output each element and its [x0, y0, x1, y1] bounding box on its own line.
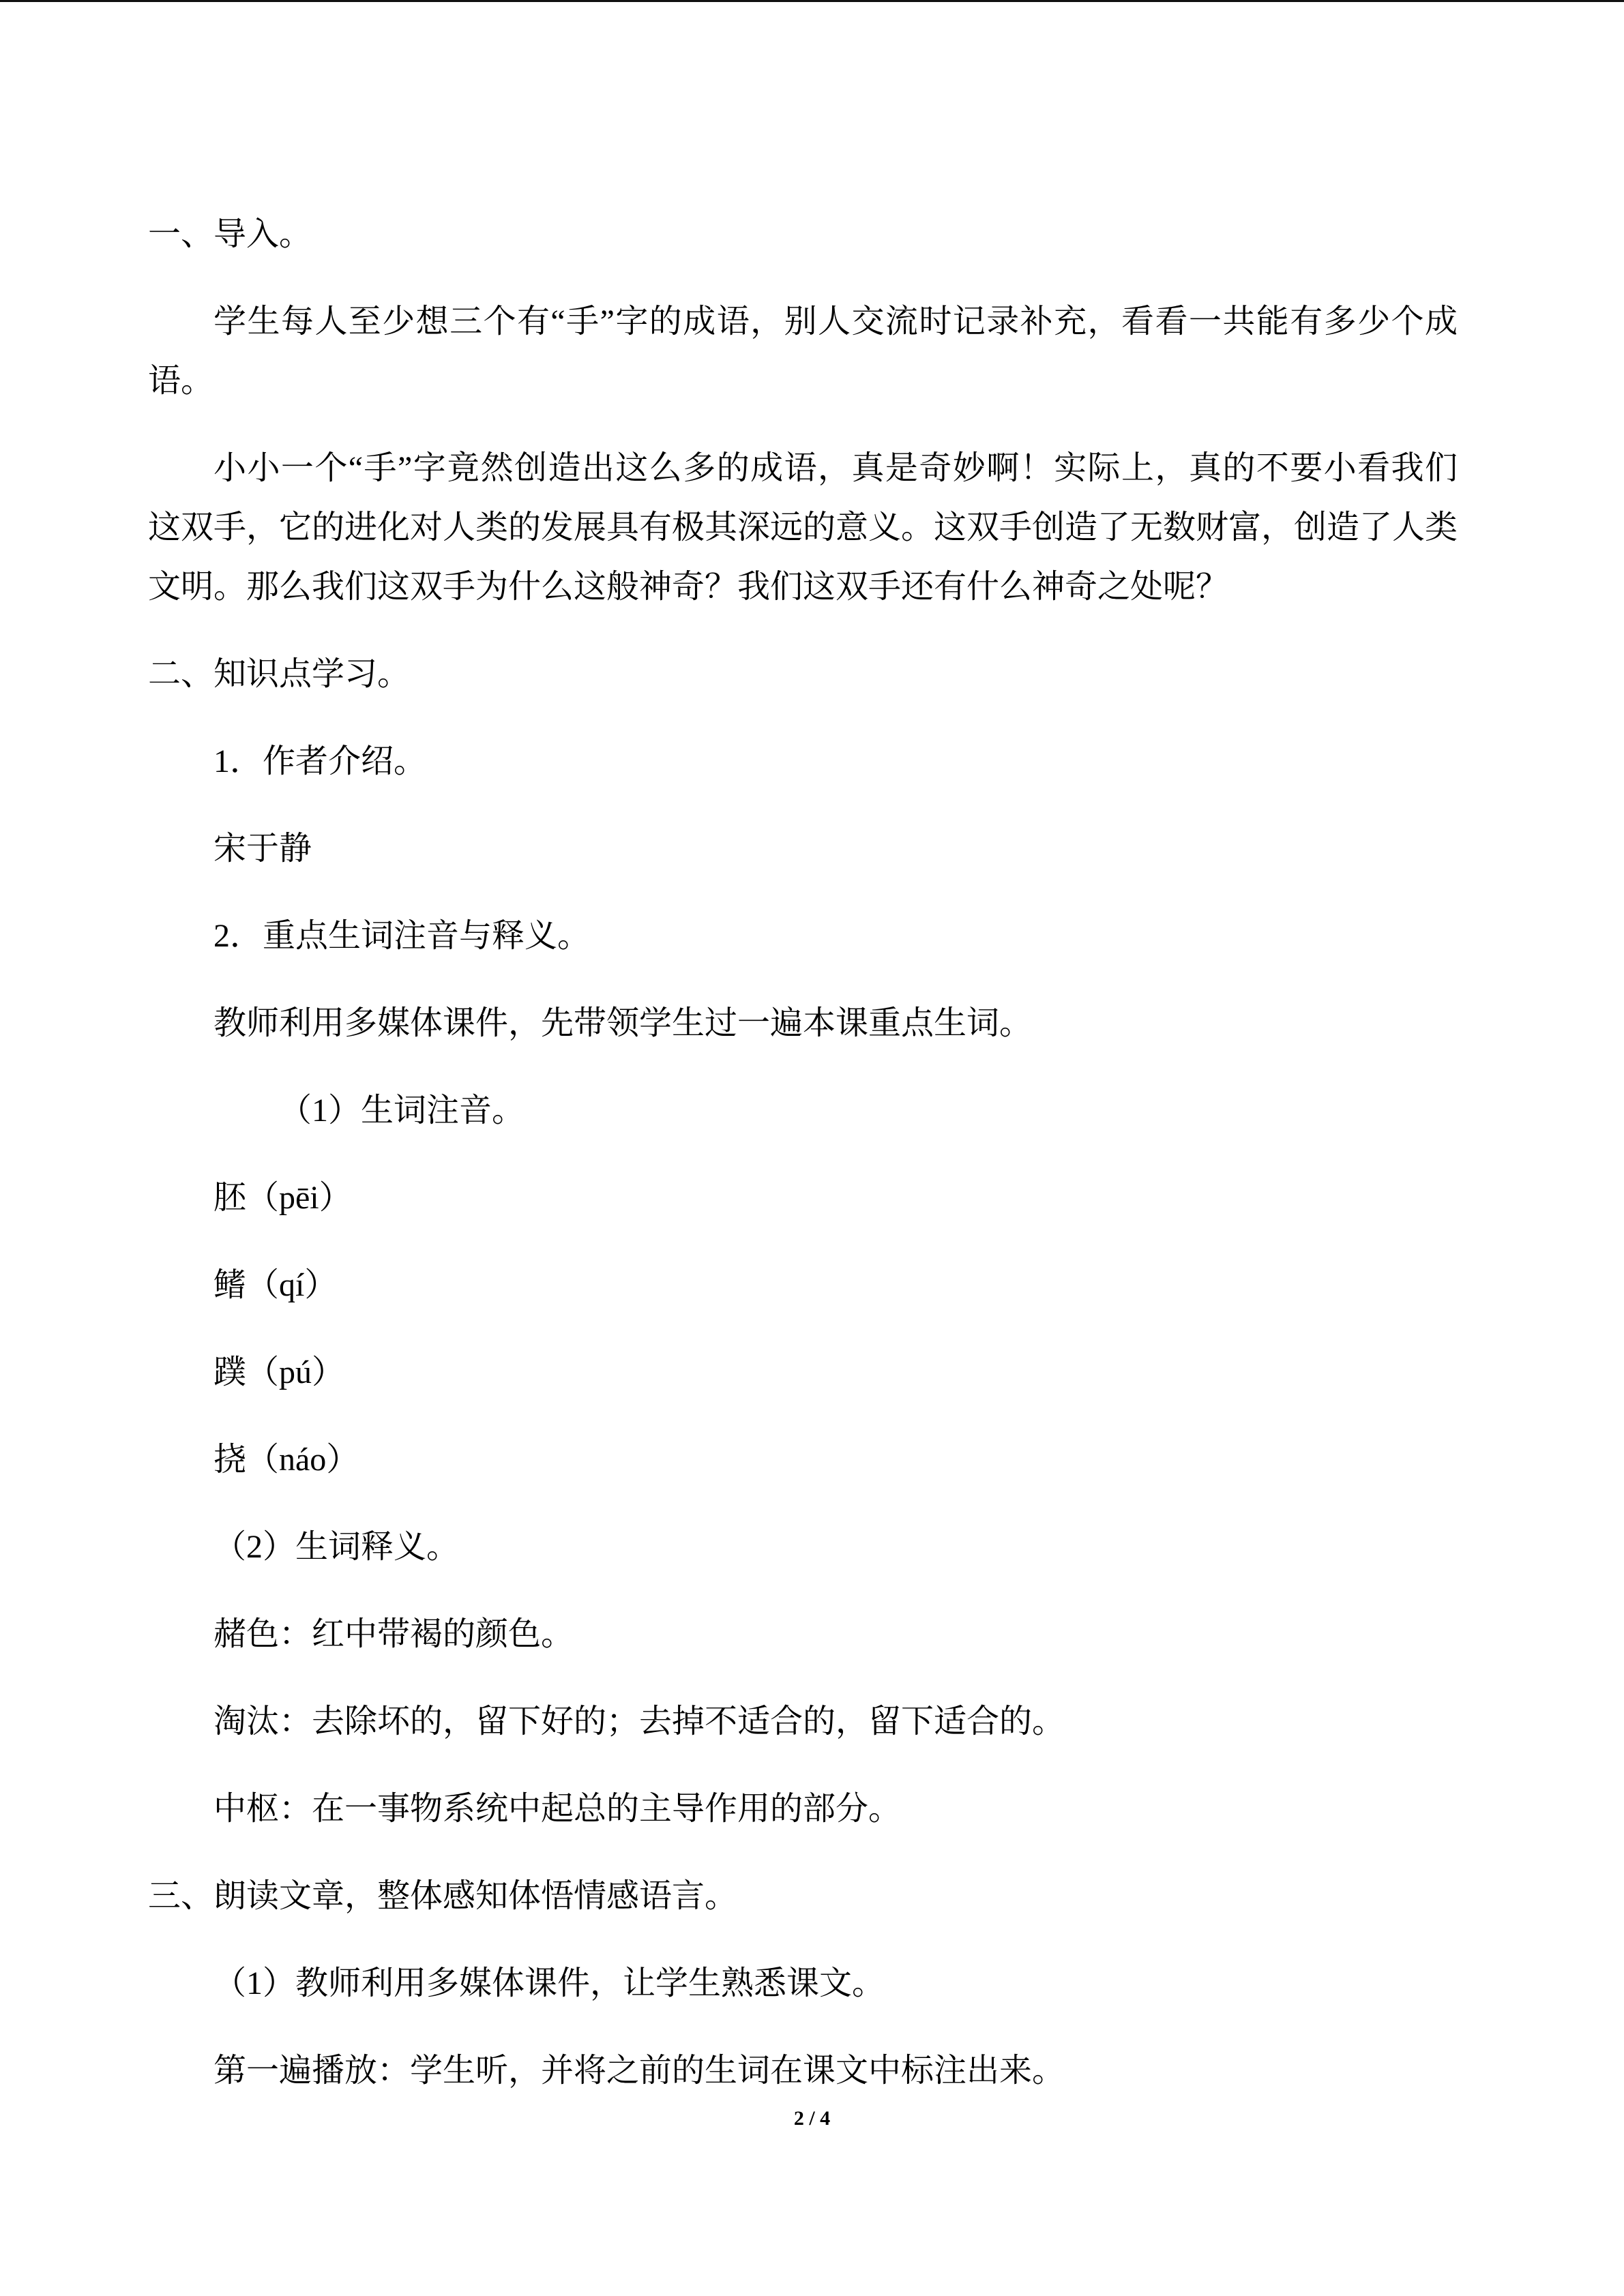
paragraph: [148, 994, 1458, 1053]
text-line: 小小一个“手”字竟然创造出这么多的成语，真是奇妙啊！实际上，真的不要小看我们: [213, 450, 1458, 486]
text-line: 第一遍播放：学生听，并将之前的生词在课文中标注出来。: [213, 2053, 1065, 2089]
text-line: 三、朗读文章，整体感知体悟情感语言。: [148, 1878, 738, 1914]
document-body: [148, 205, 1458, 2128]
text-line: 挠（náo）: [213, 1442, 359, 1478]
pronunciation-item: [148, 1343, 1458, 1402]
pronunciation-item: [148, 1430, 1458, 1489]
text-line: （1）生词注音。: [279, 1092, 525, 1129]
section-heading-knowledge: [148, 644, 1458, 704]
subheading-pronunciation: [148, 1081, 1458, 1140]
text-line: 1．作者介绍。: [213, 743, 427, 779]
text-line: 学生每人至少想三个有“手”字的成语，别人交流时记录补充，看看一共能有多少个成: [213, 303, 1458, 340]
text-line: 淘汰：去除坏的，留下好的；去掉不适合的，留下适合的。: [213, 1703, 1065, 1740]
section-heading-intro: [148, 205, 1458, 264]
text-line: 文明。那么我们这双手为什么这般神奇？我们这双手还有什么神奇之处呢？: [148, 569, 1229, 605]
section-heading-reading: [148, 1866, 1458, 1926]
pronunciation-item: [148, 1168, 1458, 1227]
definition-item: [148, 1692, 1458, 1751]
text-line: 教师利用多媒体课件，先带领学生过一遍本课重点生词。: [213, 1005, 1033, 1041]
paragraph: [148, 2041, 1458, 2100]
text-line: 中枢：在一事物系统中起总的主导作用的部分。: [213, 1791, 902, 1827]
text-line: （2）生词释义。: [213, 1529, 460, 1565]
text-line: 这双手，它的进化对人类的发展具有极其深远的意义。这双手创造了无数财富，创造了人类: [148, 509, 1458, 546]
paragraph: [148, 438, 1458, 616]
text-line: 赭色：红中带褐的颜色。: [213, 1616, 574, 1652]
text-line: 宋于静: [213, 831, 312, 867]
author-name: [148, 819, 1458, 878]
page-top-border: [0, 0, 1624, 2]
text-line: 二、知识点学习。: [148, 656, 411, 692]
paragraph: [148, 292, 1458, 411]
text-line: 鳍（qí）: [213, 1267, 338, 1303]
text-line: （1）教师利用多媒体课件，让学生熟悉课文。: [213, 1965, 885, 2001]
definition-item: [148, 1605, 1458, 1664]
definition-item: [148, 1779, 1458, 1838]
text-line: 2．重点生词注音与释义。: [213, 918, 591, 954]
text-line: 胚（pēi）: [213, 1180, 352, 1216]
page-number: 2 / 4: [793, 2107, 831, 2130]
subheading-vocabulary: [148, 906, 1458, 966]
pronunciation-item: [148, 1255, 1458, 1315]
text-line: 语。: [148, 363, 214, 399]
step-item: [148, 1954, 1458, 2013]
subheading-definitions: [148, 1517, 1458, 1577]
text-line: 蹼（pú）: [213, 1354, 345, 1390]
text-line: 一、导入。: [148, 216, 312, 252]
subheading-author: [148, 732, 1458, 791]
